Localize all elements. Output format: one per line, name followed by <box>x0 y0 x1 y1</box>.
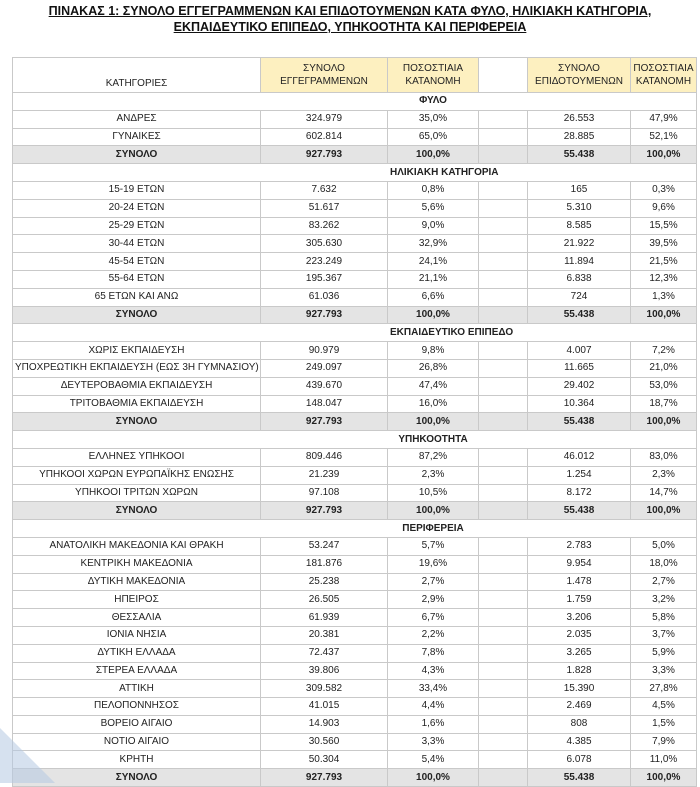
percentage-registered-cell: 2,7% <box>388 573 479 591</box>
header-registered: ΣΥΝΟΛΟ ΕΓΓΕΓΡΑΜΜΕΝΩΝ <box>261 58 388 93</box>
percentage-subsidized-cell: 7,9% <box>631 733 697 751</box>
percentage-registered-cell: 4,4% <box>388 698 479 716</box>
registered-cell: 927.793 <box>261 146 388 164</box>
registered-cell: 20.381 <box>261 626 388 644</box>
column-gap <box>479 110 528 128</box>
table-row <box>13 181 697 199</box>
table-row <box>13 644 697 662</box>
category-cell: ΣΥΝΟΛΟ <box>13 413 261 431</box>
section-spacer <box>261 324 388 342</box>
section-spacer <box>528 164 631 182</box>
registered-cell: 305.630 <box>261 235 388 253</box>
category-cell: 20-24 ΕΤΩΝ <box>13 199 261 217</box>
section-spacer <box>261 520 388 538</box>
percentage-registered-cell: 47,4% <box>388 377 479 395</box>
registered-cell: 97.108 <box>261 484 388 502</box>
registered-cell: 927.793 <box>261 502 388 520</box>
percentage-subsidized-cell: 21,5% <box>631 253 697 271</box>
category-cell: ΑΝΑΤΟΛΙΚΗ ΜΑΚΕΔΟΝΙΑ ΚΑΙ ΘΡΑΚΗ <box>13 537 261 555</box>
category-cell: 55-64 ΕΤΩΝ <box>13 270 261 288</box>
category-cell: ΥΠΗΚΟΟΙ ΤΡΙΤΩΝ ΧΩΡΩΝ <box>13 484 261 502</box>
registered-cell: 14.903 <box>261 715 388 733</box>
category-cell: ΣΥΝΟΛΟ <box>13 502 261 520</box>
table-row <box>13 751 697 769</box>
percentage-subsidized-cell: 39,5% <box>631 235 697 253</box>
column-gap <box>479 235 528 253</box>
subsidized-cell: 165 <box>528 181 631 199</box>
percentage-registered-cell: 65,0% <box>388 128 479 146</box>
percentage-registered-cell: 0,8% <box>388 181 479 199</box>
column-gap <box>479 448 528 466</box>
category-cell: ΚΕΝΤΡΙΚΗ ΜΑΚΕΔΟΝΙΑ <box>13 555 261 573</box>
column-gap <box>479 253 528 271</box>
percentage-subsidized-cell: 12,3% <box>631 270 697 288</box>
category-cell: ΥΠΗΚΟΟΙ ΧΩΡΩΝ ΕΥΡΩΠΑΪΚΗΣ ΕΝΩΣΗΣ <box>13 466 261 484</box>
subsidized-cell: 8.585 <box>528 217 631 235</box>
header-subsidized: ΣΥΝΟΛΟ ΕΠΙΔΟΤΟΥΜΕΝΩΝ <box>528 58 631 93</box>
column-gap <box>479 288 528 306</box>
registered-cell: 809.446 <box>261 448 388 466</box>
percentage-registered-cell: 100,0% <box>388 306 479 324</box>
section-title <box>13 431 261 449</box>
table-row <box>13 235 697 253</box>
subsidized-cell: 11.665 <box>528 359 631 377</box>
column-gap <box>479 502 528 520</box>
column-gap <box>479 698 528 716</box>
registered-cell: 439.670 <box>261 377 388 395</box>
section-header-row <box>13 93 697 111</box>
percentage-subsidized-cell: 3,7% <box>631 626 697 644</box>
registered-cell: 26.505 <box>261 591 388 609</box>
percentage-subsidized-cell: 2,3% <box>631 466 697 484</box>
column-gap <box>479 377 528 395</box>
table-row <box>13 698 697 716</box>
section-title <box>13 164 261 182</box>
total-row <box>13 413 697 431</box>
percentage-subsidized-cell: 5,8% <box>631 609 697 627</box>
column-gap <box>479 680 528 698</box>
registered-cell: 30.560 <box>261 733 388 751</box>
table-row <box>13 377 697 395</box>
percentage-registered-cell: 35,0% <box>388 110 479 128</box>
column-gap <box>479 146 528 164</box>
category-cell: 65 ΕΤΩΝ ΚΑΙ ΑΝΩ <box>13 288 261 306</box>
subsidized-cell: 2.469 <box>528 698 631 716</box>
table-row <box>13 537 697 555</box>
section-title <box>13 520 261 538</box>
percentage-subsidized-cell: 5,9% <box>631 644 697 662</box>
section-spacer <box>631 324 697 342</box>
subsidized-cell: 15.390 <box>528 680 631 698</box>
percentage-registered-cell: 2,3% <box>388 466 479 484</box>
table-row <box>13 199 697 217</box>
registered-cell: 7.632 <box>261 181 388 199</box>
category-cell: ΔΕΥΤΕΡΟΒΑΘΜΙΑ ΕΚΠΑΙΔΕΥΣΗ <box>13 377 261 395</box>
percentage-registered-cell: 7,8% <box>388 644 479 662</box>
percentage-registered-cell: 33,4% <box>388 680 479 698</box>
subsidized-cell: 808 <box>528 715 631 733</box>
percentage-subsidized-cell: 7,2% <box>631 342 697 360</box>
section-spacer <box>631 164 697 182</box>
corner-decoration <box>0 728 55 783</box>
percentage-subsidized-cell: 15,5% <box>631 217 697 235</box>
column-gap <box>479 573 528 591</box>
total-row <box>13 769 697 787</box>
registered-cell: 25.238 <box>261 573 388 591</box>
table-row <box>13 448 697 466</box>
table-row <box>13 591 697 609</box>
section-spacer <box>631 431 697 449</box>
category-cell: ΣΥΝΟΛΟ <box>13 146 261 164</box>
percentage-subsidized-cell: 52,1% <box>631 128 697 146</box>
column-gap <box>479 128 528 146</box>
percentage-registered-cell: 5,4% <box>388 751 479 769</box>
statistics-table <box>12 57 697 787</box>
registered-cell: 83.262 <box>261 217 388 235</box>
subsidized-cell: 29.402 <box>528 377 631 395</box>
category-cell: ΒΟΡΕΙΟ ΑΙΓΑΙΟ <box>13 715 261 733</box>
subsidized-cell: 55.438 <box>528 769 631 787</box>
column-gap <box>479 484 528 502</box>
percentage-registered-cell: 100,0% <box>388 413 479 431</box>
registered-cell: 21.239 <box>261 466 388 484</box>
percentage-subsidized-cell: 47,9% <box>631 110 697 128</box>
category-cell: ΣΥΝΟΛΟ <box>13 769 261 787</box>
percentage-registered-cell: 100,0% <box>388 769 479 787</box>
column-gap <box>479 751 528 769</box>
table-title-line-1: ΠΙΝΑΚΑΣ 1: ΣΥΝΟΛΟ ΕΓΓΕΓΡΑΜΜΕΝΩΝ ΚΑΙ ΕΠΙΔΟΤΟΥΜΕΝΩΝ ΚΑΤΑ ΦΥΛΟ, ΗΛΙΚΙΑΚΗ ΚΑΤΗΓΟΡΙΑ, <box>48 4 652 18</box>
percentage-registered-cell: 19,6% <box>388 555 479 573</box>
percentage-registered-cell: 9,0% <box>388 217 479 235</box>
subsidized-cell: 55.438 <box>528 413 631 431</box>
section-spacer <box>479 93 528 111</box>
percentage-registered-cell: 16,0% <box>388 395 479 413</box>
category-cell: ΧΩΡΙΣ ΕΚΠΑΙΔΕΥΣΗ <box>13 342 261 360</box>
percentage-subsidized-cell: 100,0% <box>631 413 697 431</box>
percentage-registered-cell: 6,6% <box>388 288 479 306</box>
section-spacer <box>528 431 631 449</box>
header-percentage-subsidized: ΠΟΣΟΣΤΙΑΙΑ ΚΑΤΑΝΟΜΗ <box>631 58 697 93</box>
subsidized-cell: 55.438 <box>528 146 631 164</box>
column-gap <box>479 555 528 573</box>
column-gap <box>479 359 528 377</box>
percentage-registered-cell: 6,7% <box>388 609 479 627</box>
subsidized-cell: 6.838 <box>528 270 631 288</box>
registered-cell: 39.806 <box>261 662 388 680</box>
category-cell: 45-54 ΕΤΩΝ <box>13 253 261 271</box>
section-spacer: ΠΕΡΙΦΕΡΕΙΑ <box>388 520 479 538</box>
percentage-subsidized-cell: 100,0% <box>631 769 697 787</box>
registered-cell: 195.367 <box>261 270 388 288</box>
section-header-row <box>13 164 697 182</box>
category-cell: 15-19 ΕΤΩΝ <box>13 181 261 199</box>
subsidized-cell: 8.172 <box>528 484 631 502</box>
registered-cell: 90.979 <box>261 342 388 360</box>
percentage-subsidized-cell: 27,8% <box>631 680 697 698</box>
subsidized-cell: 4.385 <box>528 733 631 751</box>
table-row <box>13 733 697 751</box>
percentage-subsidized-cell: 0,3% <box>631 181 697 199</box>
percentage-registered-cell: 3,3% <box>388 733 479 751</box>
column-gap <box>479 644 528 662</box>
table-row <box>13 626 697 644</box>
percentage-subsidized-cell: 18,7% <box>631 395 697 413</box>
registered-cell: 61.036 <box>261 288 388 306</box>
header-percentage-registered: ΠΟΣΟΣΤΙΑΙΑ ΚΑΤΑΝΟΜΗ <box>388 58 479 93</box>
subsidized-cell: 1.759 <box>528 591 631 609</box>
table-row <box>13 253 697 271</box>
table-row <box>13 573 697 591</box>
total-row <box>13 502 697 520</box>
registered-cell: 223.249 <box>261 253 388 271</box>
table-row <box>13 359 697 377</box>
percentage-subsidized-cell: 11,0% <box>631 751 697 769</box>
registered-cell: 148.047 <box>261 395 388 413</box>
total-row <box>13 146 697 164</box>
percentage-registered-cell: 100,0% <box>388 502 479 520</box>
percentage-subsidized-cell: 100,0% <box>631 502 697 520</box>
subsidized-cell: 55.438 <box>528 306 631 324</box>
registered-cell: 41.015 <box>261 698 388 716</box>
column-gap <box>479 715 528 733</box>
percentage-registered-cell: 4,3% <box>388 662 479 680</box>
table-row <box>13 270 697 288</box>
percentage-registered-cell: 5,6% <box>388 199 479 217</box>
subsidized-cell: 3.206 <box>528 609 631 627</box>
table-row <box>13 609 697 627</box>
percentage-subsidized-cell: 1,5% <box>631 715 697 733</box>
section-title <box>13 93 261 111</box>
subsidized-cell: 21.922 <box>528 235 631 253</box>
category-cell: ΕΛΛΗΝΕΣ ΥΠΗΚΟΟΙ <box>13 448 261 466</box>
percentage-registered-cell: 32,9% <box>388 235 479 253</box>
section-spacer <box>528 520 631 538</box>
registered-cell: 927.793 <box>261 413 388 431</box>
category-cell: ΗΠΕΙΡΟΣ <box>13 591 261 609</box>
section-header-row <box>13 520 697 538</box>
subsidized-cell: 2.035 <box>528 626 631 644</box>
section-spacer <box>479 520 528 538</box>
subsidized-cell: 26.553 <box>528 110 631 128</box>
subsidized-cell: 6.078 <box>528 751 631 769</box>
table-row <box>13 680 697 698</box>
total-row <box>13 306 697 324</box>
column-gap <box>479 413 528 431</box>
percentage-subsidized-cell: 1,3% <box>631 288 697 306</box>
table-row <box>13 466 697 484</box>
category-cell: ΙΟΝΙΑ ΝΗΣΙΑ <box>13 626 261 644</box>
subsidized-cell: 5.310 <box>528 199 631 217</box>
percentage-subsidized-cell: 2,7% <box>631 573 697 591</box>
column-gap <box>479 466 528 484</box>
percentage-subsidized-cell: 100,0% <box>631 146 697 164</box>
section-spacer <box>479 431 528 449</box>
section-spacer <box>261 164 388 182</box>
percentage-subsidized-cell: 5,0% <box>631 537 697 555</box>
subsidized-cell: 4.007 <box>528 342 631 360</box>
percentage-registered-cell: 1,6% <box>388 715 479 733</box>
category-cell: ΘΕΣΣΑΛΙΑ <box>13 609 261 627</box>
section-spacer <box>631 520 697 538</box>
table-body <box>13 58 697 787</box>
percentage-registered-cell: 100,0% <box>388 146 479 164</box>
category-cell: ΠΕΛΟΠΟΝΝΗΣΟΣ <box>13 698 261 716</box>
percentage-subsidized-cell: 83,0% <box>631 448 697 466</box>
registered-cell: 927.793 <box>261 769 388 787</box>
percentage-registered-cell: 87,2% <box>388 448 479 466</box>
table-row <box>13 110 697 128</box>
percentage-subsidized-cell: 3,2% <box>631 591 697 609</box>
percentage-registered-cell: 2,2% <box>388 626 479 644</box>
registered-cell: 53.247 <box>261 537 388 555</box>
table-row <box>13 342 697 360</box>
registered-cell: 181.876 <box>261 555 388 573</box>
table-row <box>13 555 697 573</box>
subsidized-cell: 9.954 <box>528 555 631 573</box>
registered-cell: 51.617 <box>261 199 388 217</box>
table-title-line-2: ΕΚΠΑΙΔΕΥΤΙΚΟ ΕΠΙΠΕΔΟ, ΥΠΗΚΟΟΤΗΤΑ ΚΑΙ ΠΕΡΙΦΕΡΕΙΑ <box>173 20 527 34</box>
table-row <box>13 217 697 235</box>
subsidized-cell: 3.265 <box>528 644 631 662</box>
subsidized-cell: 1.828 <box>528 662 631 680</box>
section-spacer <box>528 93 631 111</box>
column-gap <box>479 626 528 644</box>
subsidized-cell: 11.894 <box>528 253 631 271</box>
category-cell: ΤΡΙΤΟΒΑΘΜΙΑ ΕΚΠΑΙΔΕΥΣΗ <box>13 395 261 413</box>
subsidized-cell: 1.478 <box>528 573 631 591</box>
percentage-subsidized-cell: 100,0% <box>631 306 697 324</box>
registered-cell: 50.304 <box>261 751 388 769</box>
percentage-subsidized-cell: 21,0% <box>631 359 697 377</box>
section-header-row <box>13 324 697 342</box>
percentage-registered-cell: 9,8% <box>388 342 479 360</box>
section-spacer: ΦΥΛΟ <box>388 93 479 111</box>
category-cell: ΚΡΗΤΗ <box>13 751 261 769</box>
percentage-subsidized-cell: 9,6% <box>631 199 697 217</box>
table-row <box>13 484 697 502</box>
column-gap <box>479 58 528 93</box>
registered-cell: 61.939 <box>261 609 388 627</box>
percentage-registered-cell: 24,1% <box>388 253 479 271</box>
percentage-subsidized-cell: 53,0% <box>631 377 697 395</box>
section-spacer <box>631 93 697 111</box>
category-cell: ΥΠΟΧΡΕΩΤΙΚΗ ΕΚΠΑΙΔΕΥΣΗ (ΕΩΣ 3Η ΓΥΜΝΑΣΙΟΥ) <box>13 359 261 377</box>
column-gap <box>479 733 528 751</box>
category-cell: ΔΥΤΙΚΗ ΜΑΚΕΔΟΝΙΑ <box>13 573 261 591</box>
column-gap <box>479 609 528 627</box>
header-row <box>13 58 697 93</box>
category-cell: ΣΥΝΟΛΟ <box>13 306 261 324</box>
category-cell: ΓΥΝΑΙΚΕΣ <box>13 128 261 146</box>
table-title <box>0 3 700 35</box>
category-cell: 25-29 ΕΤΩΝ <box>13 217 261 235</box>
percentage-registered-cell: 26,8% <box>388 359 479 377</box>
column-gap <box>479 769 528 787</box>
subsidized-cell: 724 <box>528 288 631 306</box>
category-cell: 30-44 ΕΤΩΝ <box>13 235 261 253</box>
column-gap <box>479 199 528 217</box>
registered-cell: 72.437 <box>261 644 388 662</box>
section-spacer: ΥΠΗΚΟΟΤΗΤΑ <box>388 431 479 449</box>
section-spacer <box>261 431 388 449</box>
column-gap <box>479 306 528 324</box>
column-gap <box>479 395 528 413</box>
column-gap <box>479 181 528 199</box>
column-gap <box>479 537 528 555</box>
subsidized-cell: 46.012 <box>528 448 631 466</box>
subsidized-cell: 1.254 <box>528 466 631 484</box>
section-spacer: ΕΚΠΑΙΔΕΥΤΙΚΟ ΕΠΙΠΕΔΟ <box>388 324 479 342</box>
section-spacer <box>528 324 631 342</box>
table-row <box>13 662 697 680</box>
section-spacer <box>261 93 388 111</box>
category-cell: ΣΤΕΡΕΑ ΕΛΛΑΔΑ <box>13 662 261 680</box>
percentage-subsidized-cell: 14,7% <box>631 484 697 502</box>
category-cell: ΝΟΤΙΟ ΑΙΓΑΙΟ <box>13 733 261 751</box>
header-category: ΚΑΤΗΓΟΡΙΕΣ <box>13 58 261 93</box>
percentage-registered-cell: 21,1% <box>388 270 479 288</box>
section-spacer: ΗΛΙΚΙΑΚΗ ΚΑΤΗΓΟΡΙΑ <box>388 164 479 182</box>
section-header-row <box>13 431 697 449</box>
subsidized-cell: 55.438 <box>528 502 631 520</box>
table-row <box>13 715 697 733</box>
percentage-registered-cell: 5,7% <box>388 537 479 555</box>
category-cell: ΑΤΤΙΚΗ <box>13 680 261 698</box>
table-row <box>13 288 697 306</box>
percentage-subsidized-cell: 4,5% <box>631 698 697 716</box>
percentage-subsidized-cell: 3,3% <box>631 662 697 680</box>
category-cell: ΑΝΔΡΕΣ <box>13 110 261 128</box>
registered-cell: 309.582 <box>261 680 388 698</box>
column-gap <box>479 270 528 288</box>
subsidized-cell: 28.885 <box>528 128 631 146</box>
subsidized-cell: 10.364 <box>528 395 631 413</box>
table-row <box>13 128 697 146</box>
registered-cell: 249.097 <box>261 359 388 377</box>
table-row <box>13 395 697 413</box>
percentage-subsidized-cell: 18,0% <box>631 555 697 573</box>
subsidized-cell: 2.783 <box>528 537 631 555</box>
section-title <box>13 324 261 342</box>
column-gap <box>479 217 528 235</box>
column-gap <box>479 591 528 609</box>
column-gap <box>479 342 528 360</box>
percentage-registered-cell: 10,5% <box>388 484 479 502</box>
category-cell: ΔΥΤΙΚΗ ΕΛΛΑΔΑ <box>13 644 261 662</box>
column-gap <box>479 662 528 680</box>
percentage-registered-cell: 2,9% <box>388 591 479 609</box>
registered-cell: 927.793 <box>261 306 388 324</box>
registered-cell: 324.979 <box>261 110 388 128</box>
registered-cell: 602.814 <box>261 128 388 146</box>
